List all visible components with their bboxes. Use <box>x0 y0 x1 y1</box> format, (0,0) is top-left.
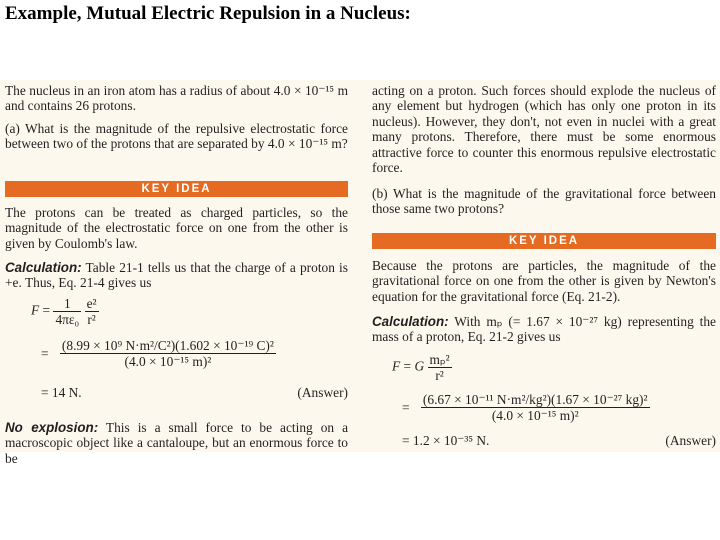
gravity-substitution <box>402 392 650 423</box>
key-idea-text-right: Because the protons are particles, the magnitude of the gravitational force on one from the other is given by Newton's equation for the gravitational force (Eq. 21-2). <box>372 258 716 304</box>
key-idea-text-left: The protons can be treated as charged particles, so the magnitude of the electrostatic force on one from the other is given by Coulomb's law. <box>5 205 348 251</box>
fraction-denominator: (4.0 × 10⁻¹⁵ m)² <box>124 354 212 369</box>
substituted-fraction <box>60 338 276 369</box>
fraction-denominator: (4.0 × 10⁻¹⁵ m)² <box>491 408 579 423</box>
eq-equals-sign: = <box>402 400 410 415</box>
coulomb-equation <box>31 296 99 327</box>
substituted-fraction <box>421 392 650 423</box>
textbook-page <box>0 80 720 466</box>
gravity-equation <box>392 352 452 383</box>
mass-ratio-fraction <box>428 352 452 383</box>
no-explosion-label: No explosion: <box>5 420 99 435</box>
fraction-denominator: 4πε₀ <box>55 312 80 327</box>
fraction-numerator: 1 <box>53 296 81 312</box>
answer-tag-right: (Answer) <box>665 433 716 448</box>
fraction-numerator: (8.99 × 10⁹ N·m²/C²)(1.602 × 10⁻¹⁹ C)² <box>61 338 274 353</box>
question-b: (b) What is the magnitude of the gravitational force between those same two protons? <box>372 186 716 217</box>
continuation-paragraph: acting on a proton. Such forces should explode the nucleus of any element but hydrogen (which has only one proton in its nucleus). However, they don't, not even in nuclei with a great many protons. Therefore, there must be some enormous attractive force to counter this enormous repulsive electrostatic force. <box>372 83 716 176</box>
charge-ratio-fraction <box>85 296 99 327</box>
calculation-paragraph-left <box>5 260 348 291</box>
no-explosion-paragraph <box>5 420 348 466</box>
key-idea-banner-left: KEY IDEA <box>5 181 348 197</box>
slide-title: Example, Mutual Electric Repulsion in a Nucleus: <box>5 3 411 24</box>
intro-paragraph: The nucleus in an iron atom has a radius of about 4.0 × 10⁻¹⁵ m and contains 26 protons. <box>5 83 348 114</box>
fraction-denominator: r² <box>87 312 96 327</box>
fraction-numerator: mₚ² <box>429 352 450 367</box>
calculation-text: With mₚ (= 1.67 × 10⁻²⁷ kg) representing the mass of a proton, Eq. 21-2 gives us <box>372 314 717 345</box>
calculation-text: Table 21-1 tells us that the charge of a proton is +e. Thus, Eq. 21-4 gives us <box>5 260 348 291</box>
eq-equals-sign: = <box>403 358 412 374</box>
calculation-label: Calculation: <box>372 314 449 329</box>
fraction-denominator: r² <box>435 368 444 383</box>
calculation-paragraph-right <box>372 314 716 345</box>
question-a: (a) What is the magnitude of the repulsive electrostatic force between two of the protons that are separated by 4.0 × 10⁻¹⁵ m? <box>5 121 348 152</box>
eq-equals-sign: = <box>41 346 49 361</box>
answer-tag-left: (Answer) <box>297 385 348 400</box>
eq-equals-sign: = <box>42 302 51 318</box>
eq-symbol-F: F <box>31 302 40 318</box>
coulomb-substitution <box>41 338 276 369</box>
no-explosion-text: This is a small force to be acting on a macroscopic object like a cantaloupe, but an enormous force to be <box>5 420 349 466</box>
key-idea-banner-right: KEY IDEA <box>372 233 716 249</box>
fraction-numerator: e² <box>86 296 97 311</box>
fraction-numerator: (6.67 × 10⁻¹¹ N·m²/kg²)(1.67 × 10⁻²⁷ kg)² <box>422 392 648 407</box>
coulomb-result: = 14 N. <box>41 385 82 400</box>
eq-symbol-F: F <box>392 358 401 374</box>
coulomb-constant-fraction <box>53 296 81 327</box>
calculation-label: Calculation: <box>5 260 82 275</box>
gravity-result: = 1.2 × 10⁻³⁵ N. <box>402 433 490 448</box>
eq-symbol-G: G <box>414 358 425 374</box>
